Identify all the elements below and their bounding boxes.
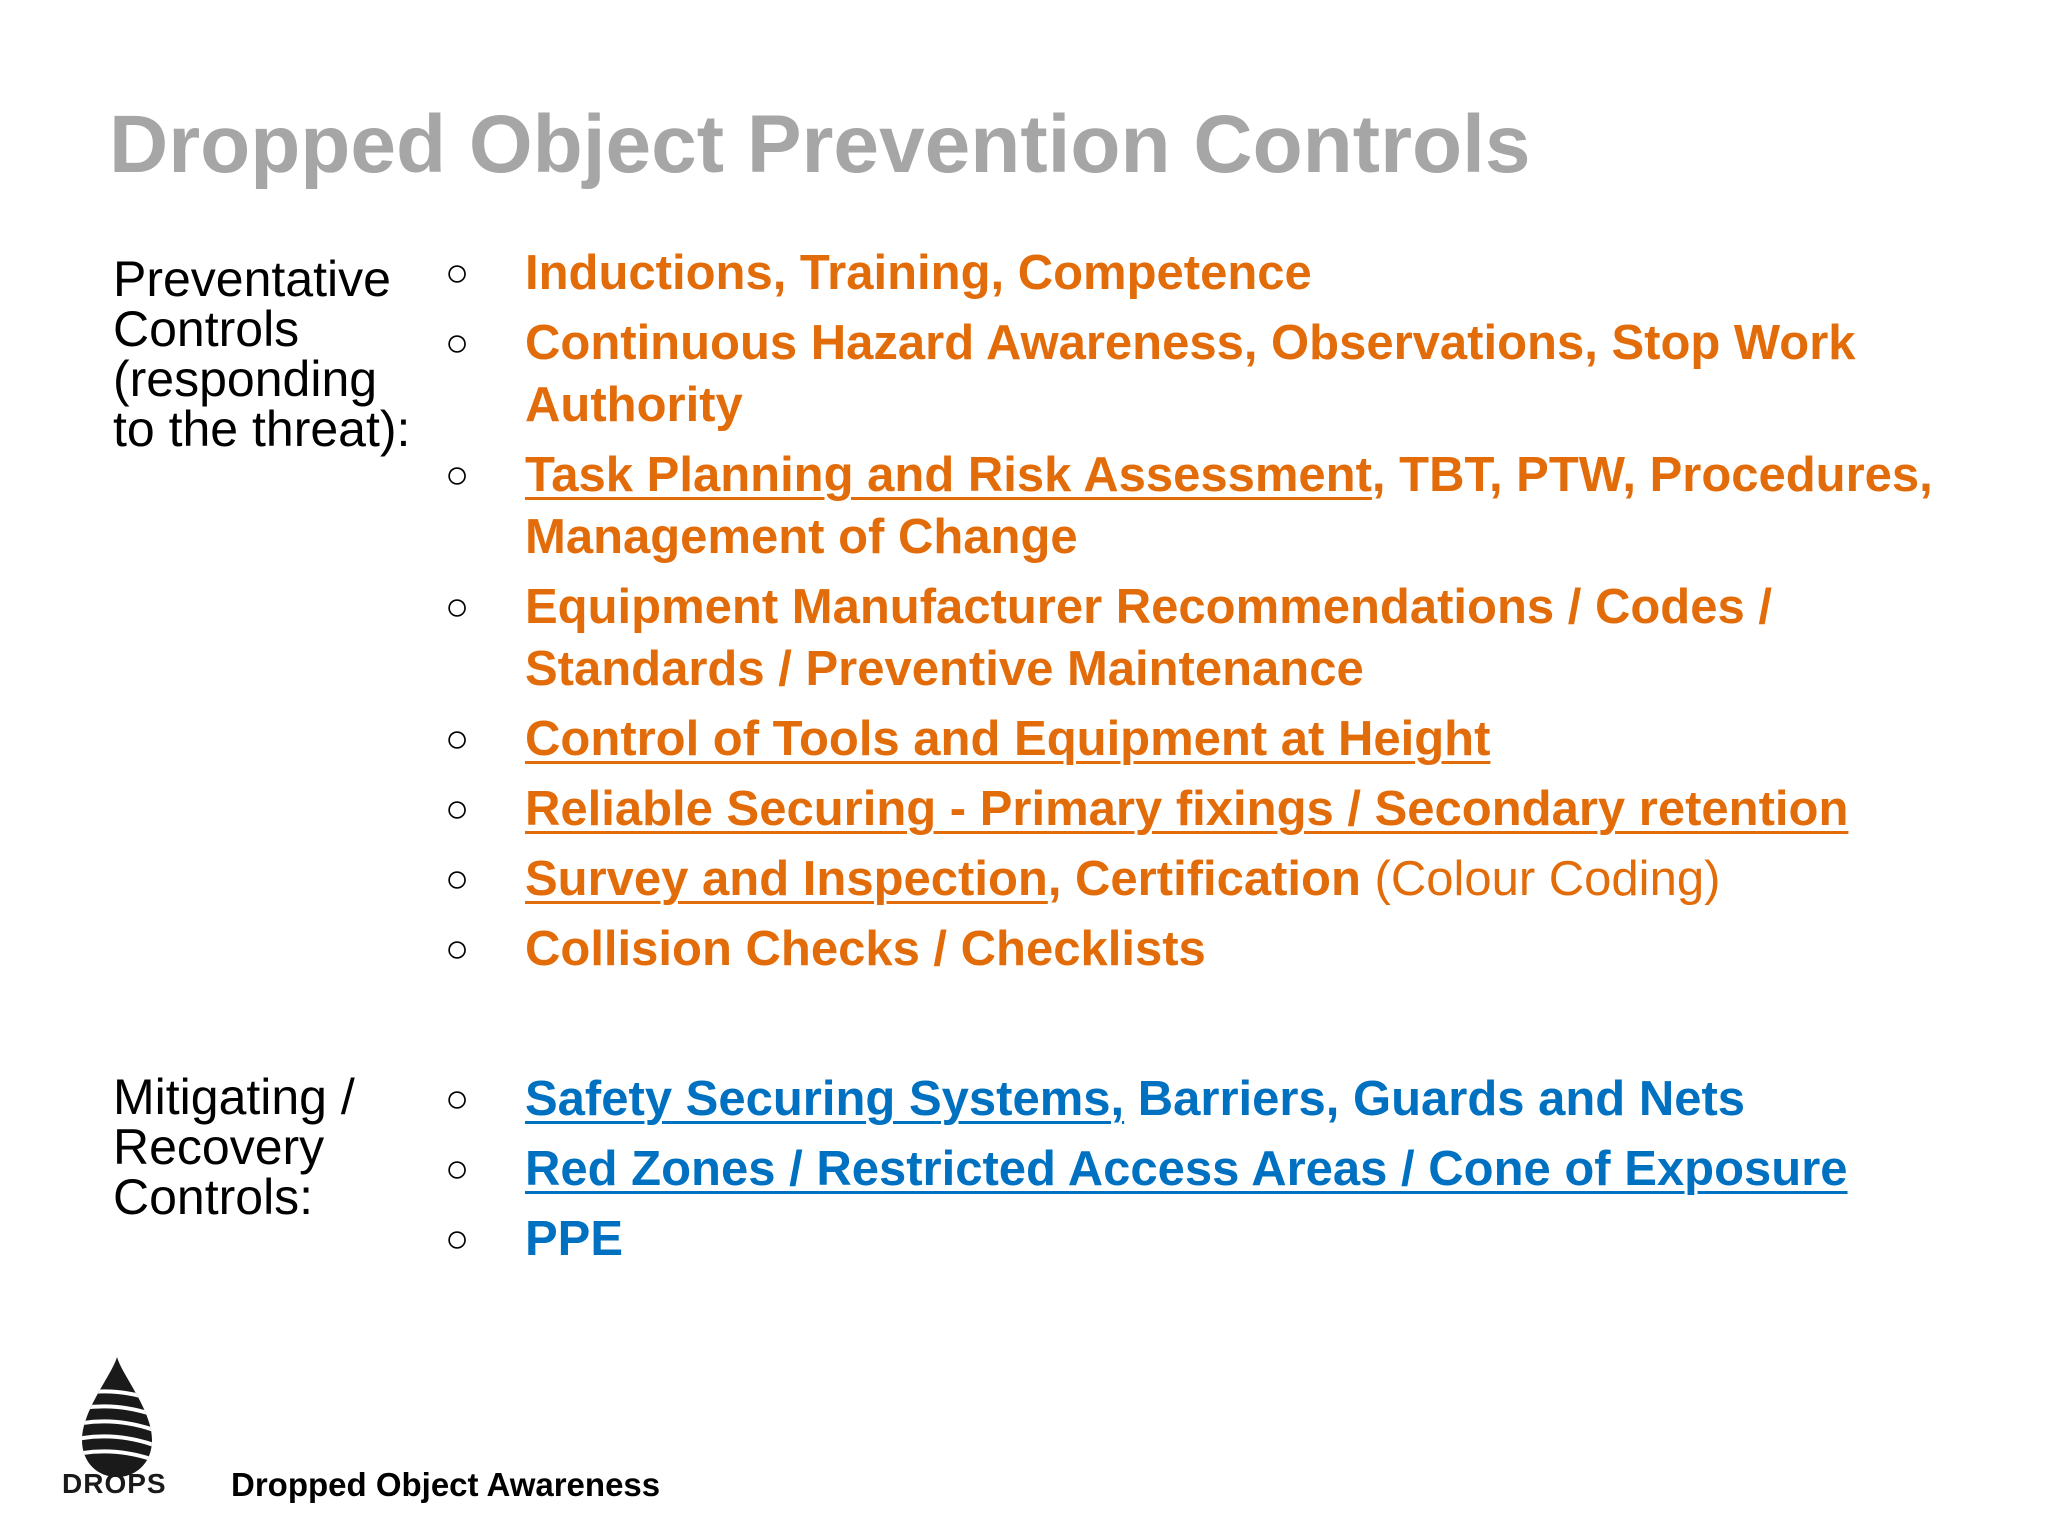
drops-logo-text: DROPS [62,1468,167,1499]
bullet-marker: ○ [445,453,470,497]
item-text: Collision Checks / Checklists [525,922,1206,976]
preventative-controls-label [113,251,433,457]
list-item [445,444,2005,568]
list-item [445,778,2005,840]
slide-title: Dropped Object Prevention Controls [109,99,1531,190]
safety-securing-link[interactable]: Safety Securing Systems, [525,1072,1125,1126]
list-item [445,1208,2005,1270]
bullet-marker: ○ [445,321,470,365]
bullet-marker: ○ [445,1077,470,1121]
item-text: PPE [525,1212,624,1266]
bullet-marker: ○ [445,857,470,901]
label-line: Controls: [113,1169,314,1225]
mitigating-controls-label [113,1069,433,1225]
red-zones-link[interactable]: Red Zones / Restricted Access Areas / Cone of Exposure [525,1142,1848,1196]
bullet-marker: ○ [445,1217,470,1261]
label-line: (responding [113,351,378,407]
list-item [445,918,2005,980]
label-line: Recovery [113,1119,325,1175]
list-item [445,1068,2005,1130]
list-item [445,312,2005,436]
label-line: Preventative [113,251,391,307]
label-line: Controls [113,301,300,357]
task-planning-link[interactable]: Task Planning and Risk Assessment [525,448,1372,502]
list-item [445,708,2005,770]
bullet-marker: ○ [445,717,470,761]
item-text: Barriers, Guards and Nets [1124,1072,1746,1126]
bullet-marker: ○ [445,1147,470,1191]
item-note: (Colour Coding) [1360,852,1721,906]
bullet-marker: ○ [445,927,470,971]
label-line: to the threat): [113,401,411,457]
mitigating-controls-list [445,1068,2005,1278]
control-of-tools-link[interactable]: Control of Tools and Equipment at Height [525,712,1491,766]
item-text: Equipment Manufacturer Recommendations / Codes / Standards / Preventive Maintenance [525,580,1772,696]
survey-inspection-link[interactable]: Survey and Inspection [525,852,1048,906]
bullet-marker: ○ [445,787,470,831]
bullet-marker: ○ [445,251,470,295]
item-text: , Certification [1047,852,1361,906]
reliable-securing-link[interactable]: Reliable Securing - Primary fixings / Secondary retention [525,782,1849,836]
list-item [445,576,2005,700]
footer-text: Dropped Object Awareness [231,1466,661,1503]
item-text: , TBT, PTW, Procedures, Management of Change [525,448,1933,564]
list-item [445,242,2005,304]
list-item [445,848,2005,910]
label-line: Mitigating / [113,1069,355,1125]
item-text: Continuous Hazard Awareness, Observations, Stop Work Authority [525,316,1856,432]
preventative-controls-list [445,242,2005,980]
list-item [445,1138,2005,1200]
item-text: Inductions, Training, Competence [525,246,1312,300]
bullet-marker: ○ [445,585,470,629]
